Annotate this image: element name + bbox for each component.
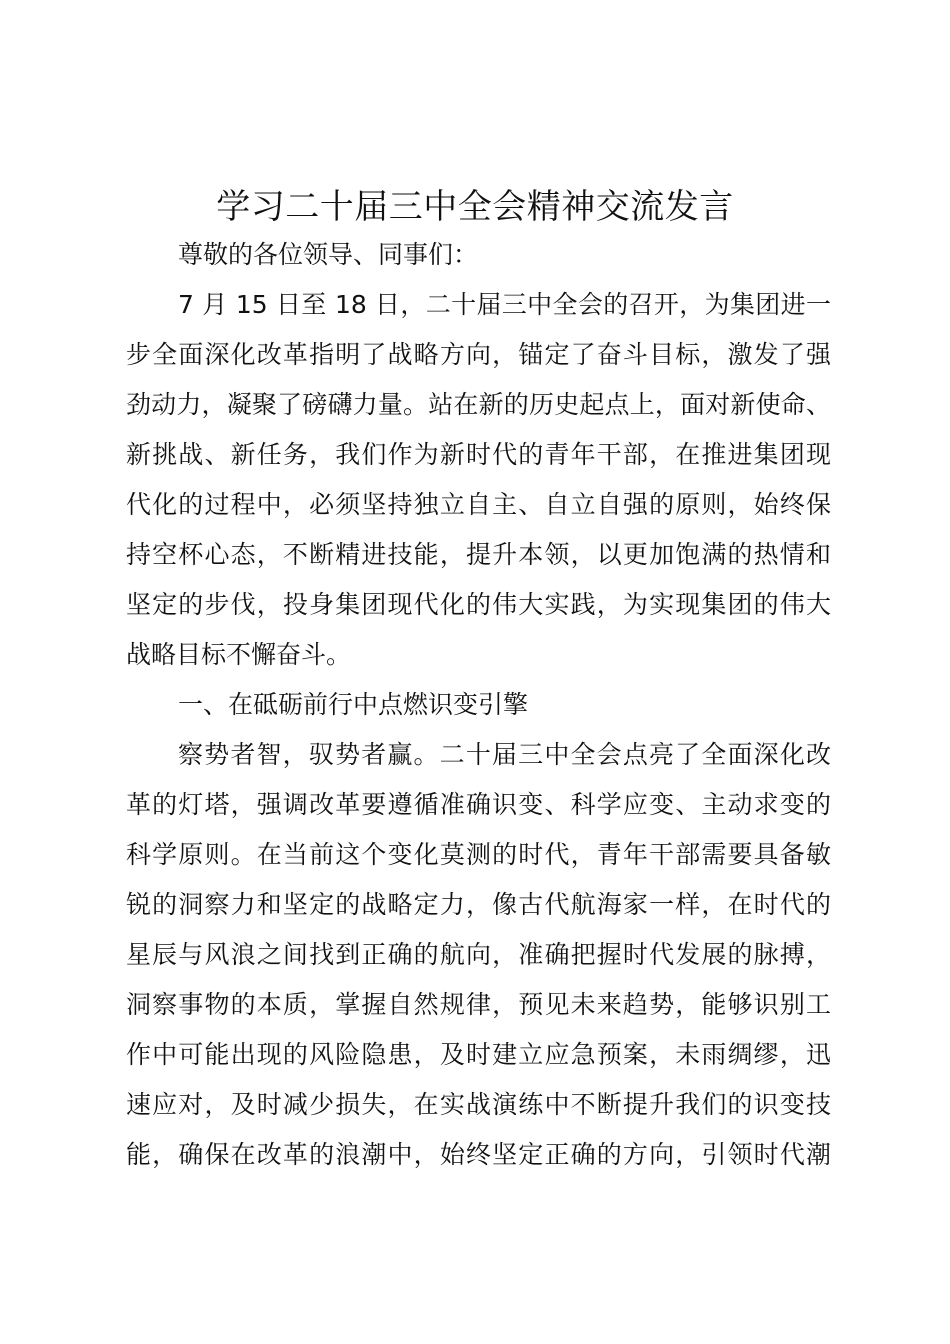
body-line: 锐的洞察力和坚定的战略定力，像古代航海家一样，在时代的 — [126, 890, 831, 919]
body-line: 科学原则。在当前这个变化莫测的时代，青年干部需要具备敏 — [126, 840, 831, 869]
body-line: 劲动力，凝聚了磅礴力量。站在新的历史起点上，面对新使命、 — [126, 390, 831, 419]
body-line: 步全面深化改革指明了战略方向，锚定了奋斗目标，激发了强 — [126, 340, 831, 369]
document-title: 学习二十届三中全会精神交流发言 — [216, 187, 734, 227]
body-line: 洞察事物的本质，掌握自然规律，预见未来趋势，能够识别工 — [126, 990, 831, 1019]
body-line: 星辰与风浪之间找到正确的航向，准确把握时代发展的脉搏， — [126, 940, 831, 969]
body-line: 7 月 15 日至 18 日，二十届三中全会的召开，为集团进一 — [178, 290, 831, 319]
body-line: 坚定的步伐，投身集团现代化的伟大实践，为实现集团的伟大 — [126, 590, 831, 619]
body-line: 察势者智，驭势者赢。二十届三中全会点亮了全面深化改 — [178, 740, 831, 769]
body-line: 持空杯心态，不断精进技能，提升本领，以更加饱满的热情和 — [126, 540, 831, 569]
body-line: 革的灯塔，强调改革要遵循准确识变、科学应变、主动求变的 — [126, 790, 831, 819]
body-line: 作中可能出现的风险隐患，及时建立应急预案，未雨绸缪，迅 — [126, 1040, 831, 1069]
salutation-line: 尊敬的各位领导、同事们： — [178, 240, 479, 269]
section-heading: 一、在砥砺前行中点燃识变引擎 — [178, 690, 529, 719]
body-line: 速应对，及时减少损失，在实战演练中不断提升我们的识变技 — [126, 1090, 831, 1119]
body-line: 能，确保在改革的浪潮中，始终坚定正确的方向，引领时代潮 — [126, 1140, 831, 1169]
body-line: 新挑战、新任务，我们作为新时代的青年干部，在推进集团现 — [126, 440, 831, 469]
body-line: 战略目标不懈奋斗。 — [126, 640, 352, 669]
body-line: 代化的过程中，必须坚持独立自主、自立自强的原则，始终保 — [126, 490, 831, 519]
